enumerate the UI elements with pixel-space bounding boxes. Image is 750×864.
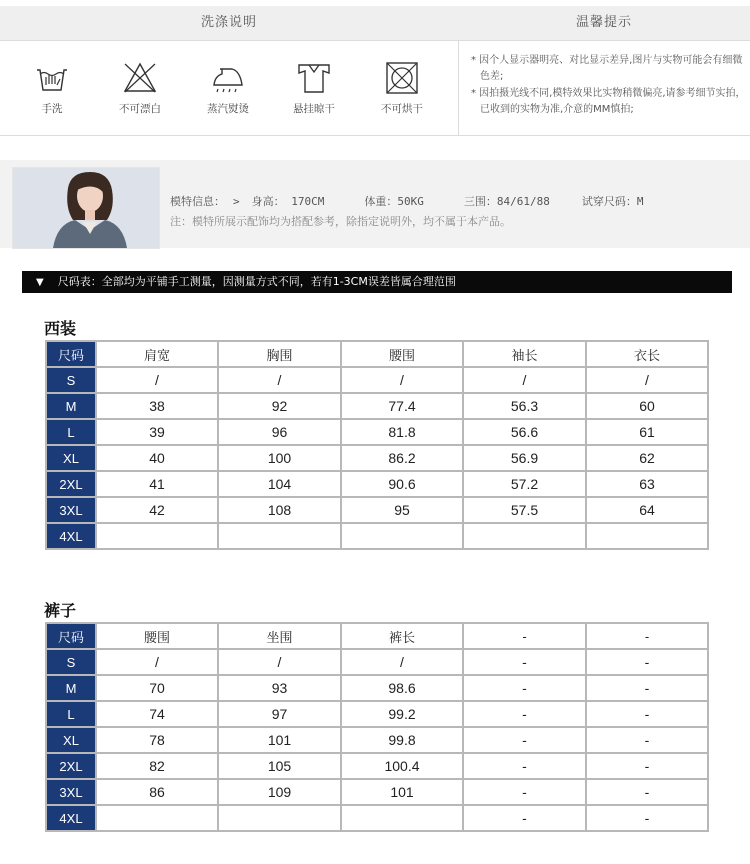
- column-header: 衣长: [586, 341, 708, 367]
- size-row-header: M: [46, 675, 96, 701]
- size-column-header: 尺码: [46, 341, 96, 367]
- model-info-label: 模特信息：: [170, 195, 225, 208]
- table-cell: 56.3: [463, 393, 586, 419]
- care-label: 手洗: [41, 103, 63, 115]
- table-cell: [96, 805, 218, 831]
- table-header-row: [46, 341, 708, 367]
- table-cell: 90.6: [341, 471, 463, 497]
- table-cell: 81.8: [341, 419, 463, 445]
- table-cell: [218, 805, 341, 831]
- table-cell: /: [341, 367, 463, 393]
- table-cell: 74: [96, 701, 218, 727]
- care-label: 不可漂白: [119, 103, 161, 115]
- table-cell: 101: [218, 727, 341, 753]
- table-cell: 82: [96, 753, 218, 779]
- table-cell: 77.4: [341, 393, 463, 419]
- table-cell: -: [586, 649, 708, 675]
- size-row-header: S: [46, 367, 96, 393]
- column-header: -: [463, 623, 586, 649]
- tip-item: * 因个人显示器明亮、对比显示差异,图片与实物可能会有细微色差;: [471, 55, 743, 82]
- table-cell: /: [586, 367, 708, 393]
- suit-size-table: [45, 340, 709, 550]
- model-three-sizes: 三围：84/61/88: [463, 195, 550, 208]
- care-divider: [458, 41, 459, 135]
- table-cell: 93: [218, 675, 341, 701]
- table-cell: -: [586, 753, 708, 779]
- table-cell: [341, 523, 463, 549]
- table-cell: /: [96, 367, 218, 393]
- table-cell: -: [463, 753, 586, 779]
- arrow-glyph: >: [233, 195, 240, 208]
- table-cell: 38: [96, 393, 218, 419]
- tip-item: * 因拍摄光线不同,模特效果比实物稍微偏亮,请参考细节实拍，已收到的实物为准,介意的MM慎拍;: [471, 88, 746, 115]
- table-cell: 39: [96, 419, 218, 445]
- friendly-tips-title: 温馨提示: [575, 15, 632, 30]
- table-row: [46, 523, 708, 549]
- column-header: 腰围: [96, 623, 218, 649]
- table-row: [46, 367, 708, 393]
- table-row: [46, 445, 708, 471]
- table-cell: 92: [218, 393, 341, 419]
- column-header: 腰围: [341, 341, 463, 367]
- table-cell: 99.8: [341, 727, 463, 753]
- table-cell: 99.2: [341, 701, 463, 727]
- table-cell: 100: [218, 445, 341, 471]
- no-bleach-icon: [122, 61, 158, 95]
- size-row-header: M: [46, 393, 96, 419]
- size-row-header: XL: [46, 445, 96, 471]
- hang-dry-icon: [296, 61, 332, 95]
- care-item-no-bleach: [96, 61, 184, 116]
- table-cell: -: [586, 727, 708, 753]
- table-cell: 78: [96, 727, 218, 753]
- model-photo: [12, 167, 160, 249]
- size-row-header: S: [46, 649, 96, 675]
- size-row-header: 4XL: [46, 805, 96, 831]
- table-cell: 56.6: [463, 419, 586, 445]
- banner-text: 尺码表：全部均为平铺手工测量，因测量方式不同，若有1-3CM误差皆属合理范围: [57, 275, 456, 288]
- care-section: [0, 6, 750, 136]
- table-cell: 63: [586, 471, 708, 497]
- table-cell: 64: [586, 497, 708, 523]
- table-cell: 86.2: [341, 445, 463, 471]
- table-cell: /: [96, 649, 218, 675]
- table-cell: 109: [218, 779, 341, 805]
- table-cell: -: [586, 805, 708, 831]
- table-cell: 42: [96, 497, 218, 523]
- size-row-header: 3XL: [46, 497, 96, 523]
- table-cell: -: [463, 701, 586, 727]
- table-cell: -: [463, 779, 586, 805]
- size-row-header: L: [46, 701, 96, 727]
- table-cell: -: [463, 649, 586, 675]
- no-tumble-dry-icon: [384, 61, 420, 95]
- table-row: [46, 779, 708, 805]
- table-cell: 97: [218, 701, 341, 727]
- table-cell: 98.6: [341, 675, 463, 701]
- steam-iron-icon: [210, 61, 246, 95]
- column-header: 坐围: [218, 623, 341, 649]
- table-cell: 101: [341, 779, 463, 805]
- size-row-header: 2XL: [46, 471, 96, 497]
- size-row-header: 3XL: [46, 779, 96, 805]
- hand-wash-icon: [34, 61, 70, 95]
- size-row-header: 4XL: [46, 523, 96, 549]
- table-row: [46, 675, 708, 701]
- care-item-hang-dry: [270, 61, 358, 116]
- table-cell: [586, 523, 708, 549]
- table-cell: /: [463, 367, 586, 393]
- size-row-header: 2XL: [46, 753, 96, 779]
- size-chart-banner: [22, 271, 732, 293]
- table-cell: 70: [96, 675, 218, 701]
- care-label: 不可烘干: [381, 103, 423, 115]
- table-cell: -: [586, 779, 708, 805]
- table-cell: 60: [586, 393, 708, 419]
- care-item-steam-iron: [184, 61, 272, 116]
- model-weight: 体重：50KG: [364, 195, 424, 208]
- table-row: [46, 727, 708, 753]
- table-header-row: [46, 623, 708, 649]
- table-row: [46, 805, 708, 831]
- table-cell: -: [463, 675, 586, 701]
- table-row: [46, 419, 708, 445]
- table-cell: [96, 523, 218, 549]
- care-label: 蒸汽熨烫: [207, 103, 249, 115]
- care-header: [0, 6, 750, 41]
- table-row: [46, 701, 708, 727]
- column-header: 肩宽: [96, 341, 218, 367]
- table-cell: 86: [96, 779, 218, 805]
- table-cell: 57.2: [463, 471, 586, 497]
- table-row: [46, 497, 708, 523]
- table-row: [46, 649, 708, 675]
- table-cell: 104: [218, 471, 341, 497]
- suit-section-title: 西装: [44, 319, 77, 338]
- model-measurements: [170, 193, 643, 209]
- table-cell: 100.4: [341, 753, 463, 779]
- care-body: [0, 41, 750, 136]
- table-row: [46, 753, 708, 779]
- table-cell: [341, 805, 463, 831]
- table-cell: 108: [218, 497, 341, 523]
- table-cell: 62: [586, 445, 708, 471]
- table-cell: 95: [341, 497, 463, 523]
- column-header: 裤长: [341, 623, 463, 649]
- model-height: 身高： 170CM: [251, 195, 325, 208]
- triangle-down-icon: ▼: [36, 277, 44, 288]
- table-cell: 105: [218, 753, 341, 779]
- table-cell: -: [586, 675, 708, 701]
- table-cell: 56.9: [463, 445, 586, 471]
- size-row-header: L: [46, 419, 96, 445]
- care-item-hand-wash: [8, 61, 96, 116]
- table-cell: 41: [96, 471, 218, 497]
- model-note: 注：模特所展示配饰均为搭配参考，除指定说明外，均不属于本产品。: [170, 215, 511, 228]
- table-cell: /: [218, 649, 341, 675]
- care-label: 悬挂晾干: [293, 103, 335, 115]
- care-item-no-tumble-dry: [358, 61, 446, 116]
- size-row-header: XL: [46, 727, 96, 753]
- tips-list: [468, 53, 746, 119]
- table-cell: -: [463, 727, 586, 753]
- table-cell: 61: [586, 419, 708, 445]
- table-cell: -: [586, 701, 708, 727]
- table-cell: 57.5: [463, 497, 586, 523]
- table-cell: 40: [96, 445, 218, 471]
- table-cell: [463, 523, 586, 549]
- table-cell: -: [463, 805, 586, 831]
- washing-instructions-title: 洗涤说明: [200, 15, 257, 30]
- pants-size-table: [45, 622, 709, 832]
- table-cell: /: [341, 649, 463, 675]
- pants-section-title: 裤子: [44, 601, 77, 620]
- table-cell: [218, 523, 341, 549]
- table-cell: 96: [218, 419, 341, 445]
- table-row: [46, 471, 708, 497]
- column-header: -: [586, 623, 708, 649]
- size-column-header: 尺码: [46, 623, 96, 649]
- model-info-section: [0, 160, 750, 248]
- column-header: 袖长: [463, 341, 586, 367]
- column-header: 胸围: [218, 341, 341, 367]
- table-cell: /: [218, 367, 341, 393]
- model-trial-size: 试穿尺码：M: [581, 195, 644, 208]
- table-row: [46, 393, 708, 419]
